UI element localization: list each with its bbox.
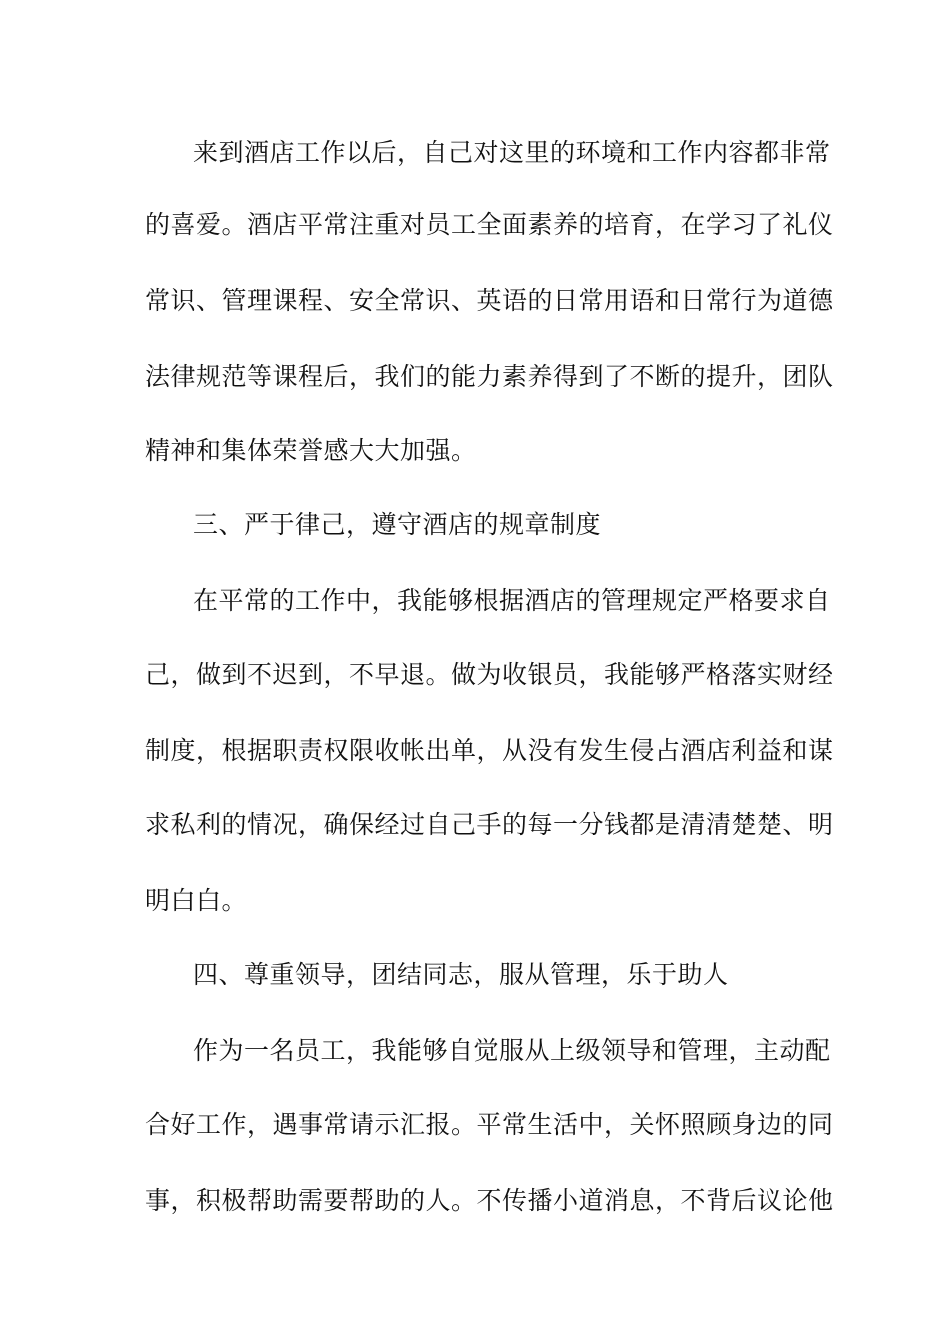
paragraph-3-line-2: 合好工作，遇事常请示汇报。平常生活中，关怀照顾身边的同 xyxy=(145,1110,834,1139)
paragraph-1-line-3: 常识、管理课程、安全常识、英语的日常用语和日常行为道德 xyxy=(145,286,834,315)
paragraph-1-line-4: 法律规范等课程后，我们的能力素养得到了不断的提升，团队 xyxy=(145,362,834,391)
paragraph-1-line-2: 的喜爱。酒店平常注重对员工全面素养的培育，在学习了礼仪 xyxy=(145,210,834,239)
paragraph-1-line-5: 精神和集体荣誉感大大加强。 xyxy=(145,436,477,465)
paragraph-2-line-1: 在平常的工作中，我能够根据酒店的管理规定严格要求自 xyxy=(193,586,831,615)
paragraph-1-line-1: 来到酒店工作以后，自己对这里的环境和工作内容都非常 xyxy=(193,138,831,167)
paragraph-2-line-2: 己，做到不迟到，不早退。做为收银员，我能够严格落实财经 xyxy=(145,660,834,689)
paragraph-3-line-3: 事，积极帮助需要帮助的人。不传播小道消息，不背后议论他 xyxy=(145,1186,834,1215)
paragraph-2-line-5: 明白白。 xyxy=(145,886,248,915)
paragraph-2-line-3: 制度，根据职责权限收帐出单，从没有发生侵占酒店利益和谋 xyxy=(145,736,834,765)
paragraph-2-line-4: 求私利的情况，确保经过自己手的每一分钱都是清清楚楚、明 xyxy=(145,810,834,839)
section-heading-4: 四、尊重领导，团结同志，服从管理，乐于助人 xyxy=(193,960,729,989)
section-heading-3: 三、严于律己，遵守酒店的规章制度 xyxy=(193,510,602,539)
paragraph-3-line-1: 作为一名员工，我能够自觉服从上级领导和管理，主动配 xyxy=(193,1036,831,1065)
